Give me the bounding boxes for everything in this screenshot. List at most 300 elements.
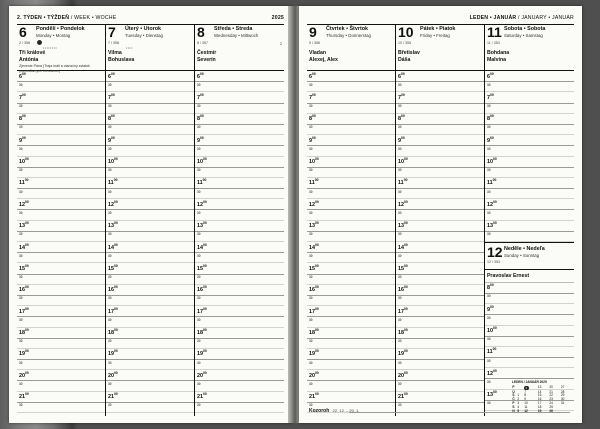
- half-hour-row[interactable]: [396, 82, 484, 92]
- half-hour-row[interactable]: [17, 232, 105, 242]
- half-hour-label: 30: [196, 275, 201, 280]
- half-hour-label: 30: [19, 146, 23, 151]
- hour-label: $9^{00}$: [196, 135, 204, 144]
- day-dots: ••••: [125, 46, 134, 50]
- hour-row[interactable]: [307, 157, 395, 168]
- half-hour-row[interactable]: [307, 317, 395, 327]
- hour-row[interactable]: [396, 178, 484, 189]
- half-hour-row[interactable]: [17, 210, 105, 220]
- day-dots: ••••••••: [43, 46, 58, 50]
- half-hour-row[interactable]: [485, 189, 574, 199]
- half-hour-row[interactable]: [195, 360, 284, 370]
- half-hour-row[interactable]: [106, 168, 194, 178]
- hour-row[interactable]: [195, 306, 284, 317]
- hour-row[interactable]: [485, 199, 574, 210]
- half-hour-row[interactable]: [195, 104, 284, 114]
- mini-calendar-day[interactable]: 11: [524, 405, 528, 410]
- hour-row[interactable]: [396, 135, 484, 146]
- mini-calendar-day[interactable]: [560, 410, 572, 414]
- hour-row[interactable]: [17, 135, 105, 146]
- half-hour-row[interactable]: [195, 146, 284, 156]
- hour-row[interactable]: [195, 157, 284, 168]
- hour-grid-saturday[interactable]: [485, 71, 574, 242]
- nameday-list: Tři králové Antónia Zjevenie Pána (Traja králi a viansčný sviatok pravoslávnych kresťanov): [19, 50, 90, 73]
- hour-row[interactable]: [17, 114, 105, 125]
- hour-row[interactable]: [106, 114, 194, 125]
- mini-calendar-day[interactable]: 2: [517, 397, 520, 402]
- mini-calendar-day[interactable]: 31: [560, 401, 565, 406]
- half-hour-label: 30: [196, 168, 201, 173]
- hour-row[interactable]: [17, 306, 105, 317]
- hour-row[interactable]: [396, 242, 484, 253]
- hour-row[interactable]: [307, 306, 395, 317]
- half-hour-row[interactable]: [307, 210, 395, 220]
- hour-label: $6^{00}$: [19, 71, 26, 80]
- hour-row[interactable]: [307, 92, 395, 103]
- day-name: Středa • Streda Wednesday • Mittwoch: [213, 26, 259, 38]
- half-hour-row[interactable]: [17, 339, 105, 349]
- half-hour-row[interactable]: [106, 210, 194, 220]
- hour-row[interactable]: [195, 328, 284, 339]
- hour-label: $18^{00}$: [19, 328, 29, 336]
- half-hour-row[interactable]: [485, 146, 574, 156]
- half-hour-row[interactable]: [396, 189, 484, 199]
- mini-calendar-day[interactable]: 8: [524, 393, 526, 398]
- hour-grid-friday[interactable]: [396, 71, 484, 416]
- hour-row[interactable]: [106, 135, 194, 146]
- half-hour-row[interactable]: [17, 253, 105, 263]
- half-hour-row[interactable]: [106, 339, 194, 349]
- half-hour-label: 30: [107, 296, 112, 301]
- hour-label: $14^{00}$: [397, 242, 408, 251]
- hour-row[interactable]: [396, 157, 484, 168]
- half-hour-row[interactable]: [106, 232, 194, 242]
- hour-grid-monday[interactable]: [17, 71, 105, 416]
- day-column-weekend[interactable]: [485, 25, 574, 416]
- half-hour-row[interactable]: [485, 358, 574, 368]
- hour-row[interactable]: [307, 242, 395, 253]
- hour-label: $21^{00}$: [309, 392, 319, 400]
- hour-row[interactable]: [106, 157, 194, 168]
- mini-calendar-day[interactable]: 19: [537, 409, 542, 414]
- hour-row[interactable]: [17, 92, 105, 103]
- half-hour-row[interactable]: [396, 317, 484, 327]
- half-hour-row[interactable]: [307, 125, 395, 135]
- half-hour-row[interactable]: [396, 146, 484, 156]
- mini-calendar-day[interactable]: 17: [537, 401, 542, 406]
- half-hour-label: 30: [397, 296, 402, 301]
- hour-label: $19^{00}$: [196, 349, 207, 358]
- hour-row[interactable]: [195, 263, 284, 274]
- mini-calendar-day[interactable]: 26: [549, 409, 553, 414]
- half-hour-row[interactable]: [106, 317, 194, 327]
- mini-calendar-day[interactable]: 25: [549, 405, 553, 410]
- day-number: 6: [19, 24, 27, 40]
- half-hour-row[interactable]: [195, 317, 284, 327]
- day-column-wednesday[interactable]: [195, 25, 284, 416]
- mini-calendar-day[interactable]: 6: [525, 385, 528, 390]
- half-hour-row[interactable]: [307, 339, 395, 349]
- half-hour-row[interactable]: [485, 82, 574, 92]
- hour-label: $18^{00}$: [397, 328, 408, 336]
- nameday-list: Břetislav Dáša: [397, 50, 420, 63]
- week-label-main: 2. TÝDEN • TÝŽDEŇ: [17, 15, 70, 21]
- hour-row[interactable]: [307, 221, 395, 232]
- half-hour-row[interactable]: [106, 275, 194, 285]
- half-hour-row[interactable]: [485, 294, 574, 304]
- half-hour-row[interactable]: [396, 125, 484, 135]
- hour-row[interactable]: [106, 285, 194, 296]
- mini-calendar-day[interactable]: 3: [517, 401, 520, 406]
- hour-row[interactable]: [307, 392, 395, 403]
- half-hour-row[interactable]: [307, 360, 395, 370]
- hour-row[interactable]: [195, 370, 284, 381]
- mini-calendar-day[interactable]: 29: [560, 393, 565, 398]
- half-hour-row[interactable]: [195, 210, 284, 220]
- half-hour-label: 30: [196, 125, 201, 130]
- half-hour-label: 30: [397, 253, 402, 258]
- half-hour-label: 30: [196, 360, 201, 365]
- hour-row[interactable]: [396, 199, 484, 210]
- half-hour-row[interactable]: [106, 125, 194, 135]
- mini-calendar-day[interactable]: 24: [549, 401, 553, 406]
- hour-label: $10^{00}$: [397, 157, 408, 165]
- hour-row[interactable]: [485, 178, 574, 189]
- hour-row[interactable]: [396, 71, 484, 82]
- half-hour-label: 30: [309, 232, 313, 237]
- hour-label: $8^{00}$: [397, 114, 405, 123]
- hour-row[interactable]: [106, 306, 194, 317]
- hour-row[interactable]: [485, 71, 574, 82]
- hour-label: $11^{00}$: [486, 347, 497, 356]
- half-hour-row[interactable]: [106, 253, 194, 263]
- hour-label: $19^{00}$: [397, 349, 408, 358]
- half-hour-row[interactable]: [396, 253, 484, 263]
- mini-calendar-day[interactable]: 15: [537, 393, 542, 398]
- half-hour-label: 30: [196, 232, 201, 237]
- half-hour-label: 30: [19, 232, 23, 237]
- hour-label: $13^{00}$: [107, 221, 118, 229]
- hour-row[interactable]: [307, 178, 395, 189]
- hour-row[interactable]: [307, 263, 395, 274]
- hour-row[interactable]: [106, 263, 194, 274]
- hour-row[interactable]: [485, 221, 574, 232]
- day-of-year: 8 / 357: [196, 41, 208, 45]
- half-hour-row[interactable]: [307, 146, 395, 156]
- half-hour-row[interactable]: [106, 189, 194, 199]
- hour-row[interactable]: [195, 178, 284, 189]
- half-hour-row[interactable]: [106, 82, 194, 92]
- half-hour-row[interactable]: [195, 296, 284, 306]
- hour-row[interactable]: [106, 92, 194, 103]
- half-hour-row[interactable]: [485, 232, 574, 242]
- half-hour-row[interactable]: [195, 82, 284, 92]
- half-hour-label: 30: [309, 339, 313, 344]
- hour-grid-thursday[interactable]: [307, 71, 395, 416]
- half-hour-label: 30: [107, 403, 112, 408]
- half-hour-label: 30: [486, 210, 491, 215]
- half-hour-row[interactable]: [17, 104, 105, 114]
- hour-row[interactable]: [396, 349, 484, 360]
- hour-row[interactable]: [485, 283, 574, 294]
- hour-row[interactable]: [106, 392, 194, 403]
- hour-label: $20^{00}$: [196, 370, 207, 379]
- half-hour-row[interactable]: [17, 82, 105, 92]
- hour-row[interactable]: [195, 114, 284, 125]
- half-hour-row[interactable]: [17, 296, 105, 306]
- half-hour-label: 30: [397, 125, 402, 130]
- hour-grid-tuesday[interactable]: [106, 71, 194, 416]
- right-page-header: [307, 13, 574, 25]
- mini-calendar-day[interactable]: 14: [537, 389, 542, 394]
- half-hour-row[interactable]: [17, 275, 105, 285]
- half-hour-row[interactable]: [485, 210, 574, 220]
- half-hour-row[interactable]: [17, 146, 105, 156]
- half-hour-row[interactable]: [396, 339, 484, 349]
- half-hour-label: 30: [309, 168, 313, 173]
- hour-row[interactable]: [195, 392, 284, 403]
- half-hour-row[interactable]: [307, 104, 395, 114]
- hour-label: $18^{00}$: [309, 328, 319, 336]
- hour-row[interactable]: [106, 199, 194, 210]
- hour-row[interactable]: [17, 242, 105, 253]
- hour-row[interactable]: [485, 157, 574, 168]
- hour-label: $17^{00}$: [19, 306, 29, 315]
- hour-label: $17^{00}$: [309, 306, 319, 315]
- hour-row[interactable]: [17, 392, 105, 403]
- mini-calendar-day[interactable]: 10: [524, 401, 528, 406]
- hour-row[interactable]: [195, 92, 284, 103]
- hour-row[interactable]: [396, 392, 484, 403]
- mini-calendar[interactable]: [512, 381, 572, 414]
- half-hour-row[interactable]: [106, 360, 194, 370]
- mini-calendar-day[interactable]: 12: [524, 409, 528, 414]
- hour-row[interactable]: [17, 199, 105, 210]
- half-hour-row[interactable]: [17, 360, 105, 370]
- half-hour-row[interactable]: [307, 168, 395, 178]
- half-hour-row[interactable]: [307, 381, 395, 391]
- mini-calendar-day[interactable]: 5: [517, 409, 520, 414]
- hour-row[interactable]: [106, 328, 194, 339]
- hour-row[interactable]: [17, 349, 105, 360]
- hour-label: $7^{00}$: [309, 92, 316, 101]
- half-hour-row[interactable]: [106, 146, 194, 156]
- hour-row[interactable]: [485, 135, 574, 146]
- half-hour-row[interactable]: [307, 232, 395, 242]
- hour-label: $16^{00}$: [19, 285, 29, 294]
- hour-row[interactable]: [307, 349, 395, 360]
- mini-calendar-day[interactable]: 21: [549, 389, 553, 394]
- half-hour-row[interactable]: [307, 82, 395, 92]
- hour-label: $8^{00}$: [196, 114, 204, 123]
- hour-row[interactable]: [195, 199, 284, 210]
- half-hour-label: 30: [107, 232, 112, 237]
- hour-row[interactable]: [396, 263, 484, 274]
- hour-row[interactable]: [17, 285, 105, 296]
- hour-row[interactable]: [485, 326, 574, 337]
- hour-row[interactable]: [195, 71, 284, 82]
- hour-row[interactable]: [106, 370, 194, 381]
- week-label-sub: / WEEK • WOCHE: [70, 15, 117, 21]
- hour-row[interactable]: [307, 370, 395, 381]
- half-hour-label: 30: [196, 339, 201, 344]
- half-hour-row[interactable]: [307, 253, 395, 263]
- half-hour-row[interactable]: [396, 360, 484, 370]
- hour-row[interactable]: [396, 114, 484, 125]
- half-hour-label: 30: [486, 232, 491, 237]
- half-hour-row[interactable]: [396, 296, 484, 306]
- hour-row[interactable]: [17, 71, 105, 82]
- day-column-thursday[interactable]: [307, 25, 396, 416]
- hour-label: $21^{00}$: [107, 392, 118, 400]
- hour-row[interactable]: [17, 370, 105, 381]
- hour-label: $10^{00}$: [19, 157, 29, 165]
- hour-row[interactable]: [195, 349, 284, 360]
- mini-calendar-day[interactable]: 4: [517, 405, 520, 410]
- hour-row[interactable]: [106, 242, 194, 253]
- mini-calendar-day[interactable]: 23: [549, 397, 553, 402]
- hour-row[interactable]: [195, 242, 284, 253]
- half-hour-row[interactable]: [396, 381, 484, 391]
- half-hour-row[interactable]: [485, 104, 574, 114]
- hour-row[interactable]: [195, 221, 284, 232]
- hour-label: $21^{00}$: [19, 392, 29, 400]
- half-hour-label: 30: [107, 146, 112, 151]
- mini-calendar-day[interactable]: 9: [524, 397, 526, 402]
- hour-row[interactable]: [106, 178, 194, 189]
- half-hour-row[interactable]: [17, 403, 105, 413]
- half-hour-row[interactable]: [396, 210, 484, 220]
- hour-row[interactable]: [485, 368, 574, 379]
- half-hour-label: 30: [196, 381, 201, 386]
- hour-label: $19^{00}$: [107, 349, 118, 358]
- mini-calendar-day[interactable]: 27: [560, 385, 565, 390]
- hour-label: $15^{00}$: [309, 263, 319, 272]
- hour-row[interactable]: [485, 92, 574, 103]
- half-hour-row[interactable]: [195, 275, 284, 285]
- half-hour-label: 30: [19, 253, 23, 258]
- day-header-saturday: [485, 25, 574, 71]
- hour-row[interactable]: [17, 157, 105, 168]
- mini-calendar-day[interactable]: 13: [537, 385, 542, 390]
- day-number: 10: [397, 24, 414, 40]
- hour-row[interactable]: [307, 328, 395, 339]
- hour-row[interactable]: [307, 114, 395, 125]
- half-hour-row[interactable]: [396, 104, 484, 114]
- half-hour-row[interactable]: [485, 168, 574, 178]
- hour-row[interactable]: [195, 135, 284, 146]
- half-hour-row[interactable]: [307, 275, 395, 285]
- half-hour-row[interactable]: [17, 125, 105, 135]
- hour-row[interactable]: [485, 347, 574, 358]
- half-hour-row[interactable]: [195, 403, 284, 413]
- hour-grid-wednesday[interactable]: [195, 71, 284, 416]
- mini-calendar-day[interactable]: 20: [549, 385, 553, 390]
- half-hour-label: 30: [107, 82, 112, 87]
- half-hour-row[interactable]: [17, 168, 105, 178]
- hour-row[interactable]: [396, 328, 484, 339]
- half-hour-row[interactable]: [195, 339, 284, 349]
- hour-row[interactable]: [485, 304, 574, 315]
- half-hour-row[interactable]: [195, 189, 284, 199]
- half-hour-row[interactable]: [106, 296, 194, 306]
- day-column-monday[interactable]: [17, 25, 106, 416]
- hour-row[interactable]: [106, 221, 194, 232]
- half-hour-row[interactable]: [195, 253, 284, 263]
- half-hour-row[interactable]: [106, 381, 194, 391]
- hour-row[interactable]: [307, 199, 395, 210]
- year-label: 2025: [271, 15, 284, 21]
- mini-calendar-day[interactable]: 30: [560, 397, 565, 402]
- hour-label: $14^{00}$: [309, 242, 319, 251]
- half-hour-label: 30: [196, 253, 201, 258]
- hour-row[interactable]: [396, 92, 484, 103]
- hour-row[interactable]: [396, 370, 484, 381]
- day-column-friday[interactable]: [396, 25, 485, 416]
- mini-calendar-day[interactable]: 16: [537, 397, 542, 402]
- hour-row[interactable]: [396, 221, 484, 232]
- half-hour-row[interactable]: [396, 168, 484, 178]
- half-hour-row[interactable]: [195, 125, 284, 135]
- hour-label: $8^{00}$: [19, 114, 26, 123]
- half-hour-row[interactable]: [17, 317, 105, 327]
- hour-label: $17^{00}$: [397, 306, 408, 315]
- hour-label: $12^{00}$: [19, 199, 29, 208]
- half-hour-row[interactable]: [17, 381, 105, 391]
- half-hour-row[interactable]: [17, 189, 105, 199]
- mini-calendar-day[interactable]: 28: [560, 389, 565, 394]
- half-hour-row[interactable]: [485, 125, 574, 135]
- hour-row[interactable]: [17, 178, 105, 189]
- half-hour-row[interactable]: [396, 232, 484, 242]
- hour-row[interactable]: [485, 114, 574, 125]
- half-hour-label: 30: [309, 403, 313, 408]
- day-column-tuesday[interactable]: [106, 25, 195, 416]
- half-hour-row[interactable]: [307, 189, 395, 199]
- hour-row[interactable]: [17, 221, 105, 232]
- half-hour-label: 30: [309, 82, 313, 87]
- hour-row[interactable]: [307, 71, 395, 82]
- hour-row[interactable]: [195, 285, 284, 296]
- hour-row[interactable]: [396, 285, 484, 296]
- half-hour-row[interactable]: [396, 275, 484, 285]
- hour-row[interactable]: [106, 349, 194, 360]
- half-hour-row[interactable]: [195, 168, 284, 178]
- half-hour-label: 30: [19, 189, 23, 194]
- half-hour-label: 30: [486, 315, 491, 320]
- half-hour-row[interactable]: [485, 337, 574, 347]
- half-hour-row[interactable]: [195, 381, 284, 391]
- mini-calendar-day[interactable]: 18: [537, 405, 542, 410]
- hour-row[interactable]: [307, 135, 395, 146]
- half-hour-label: 30: [19, 381, 23, 386]
- half-hour-row[interactable]: [195, 232, 284, 242]
- hour-row[interactable]: [307, 285, 395, 296]
- hour-row[interactable]: [17, 263, 105, 274]
- half-hour-label: 30: [107, 317, 112, 322]
- half-hour-row[interactable]: [106, 403, 194, 413]
- hour-row[interactable]: [396, 306, 484, 317]
- day-number: 11: [486, 24, 502, 40]
- mini-calendar-day[interactable]: 7: [524, 389, 526, 394]
- half-hour-row[interactable]: [485, 315, 574, 325]
- hour-row[interactable]: [17, 328, 105, 339]
- hour-row[interactable]: [106, 71, 194, 82]
- mini-calendar-day[interactable]: 22: [549, 393, 553, 398]
- half-hour-row[interactable]: [307, 296, 395, 306]
- mini-calendar-day[interactable]: 1: [517, 393, 520, 398]
- half-hour-row[interactable]: [106, 104, 194, 114]
